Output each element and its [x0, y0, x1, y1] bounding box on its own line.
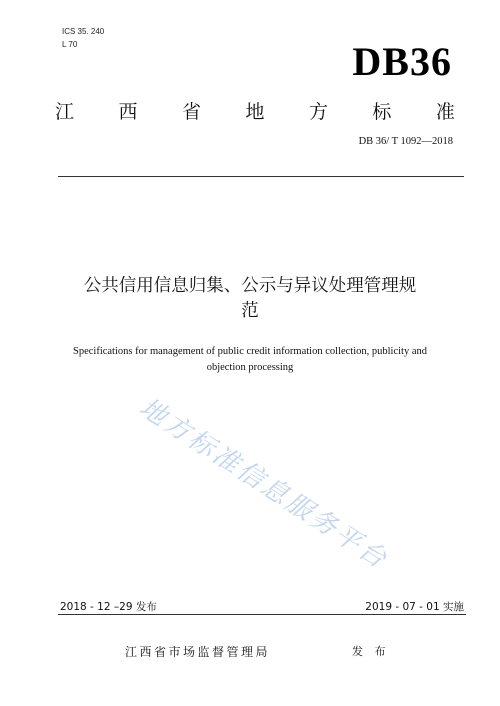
chinese-title — [40, 274, 460, 324]
english-title — [30, 344, 470, 376]
standard-type-heading — [55, 97, 455, 124]
classification-code: L 70 — [62, 40, 78, 49]
standard-type-char: 标 — [372, 101, 392, 123]
publish-label: 发 布 — [352, 645, 390, 658]
english-title-line: Specifications for management of public credit information collection, publicity and — [73, 346, 427, 357]
standard-type-char: 地 — [245, 101, 265, 123]
issue-date: 2018 - 12 –29 发布 — [60, 601, 157, 613]
chinese-title-line: 范 — [241, 301, 259, 321]
english-title-line: objection processing — [206, 362, 294, 373]
standard-type-char: 西 — [118, 101, 138, 123]
ics-code: ICS 35. 240 — [62, 27, 105, 36]
implementation-date: 2019 - 07 - 01 实施 — [365, 601, 464, 613]
standard-type-char: 准 — [435, 101, 455, 123]
top-divider — [58, 176, 464, 177]
standard-type-char: 省 — [181, 101, 201, 123]
publisher-name: 江西省市场监督管理局 — [125, 645, 271, 659]
watermark-text: 地方标准信息服务平台 — [133, 392, 394, 576]
standard-number: DB 36/ T 1092—2018 — [358, 136, 453, 147]
standard-type-char: 方 — [308, 101, 328, 123]
standard-logo: DB36 — [352, 39, 452, 84]
bottom-divider — [58, 614, 466, 615]
standard-type-char: 江 — [55, 101, 75, 123]
chinese-title-line: 公共信用信息归集、公示与异议处理管理规 — [83, 276, 417, 296]
